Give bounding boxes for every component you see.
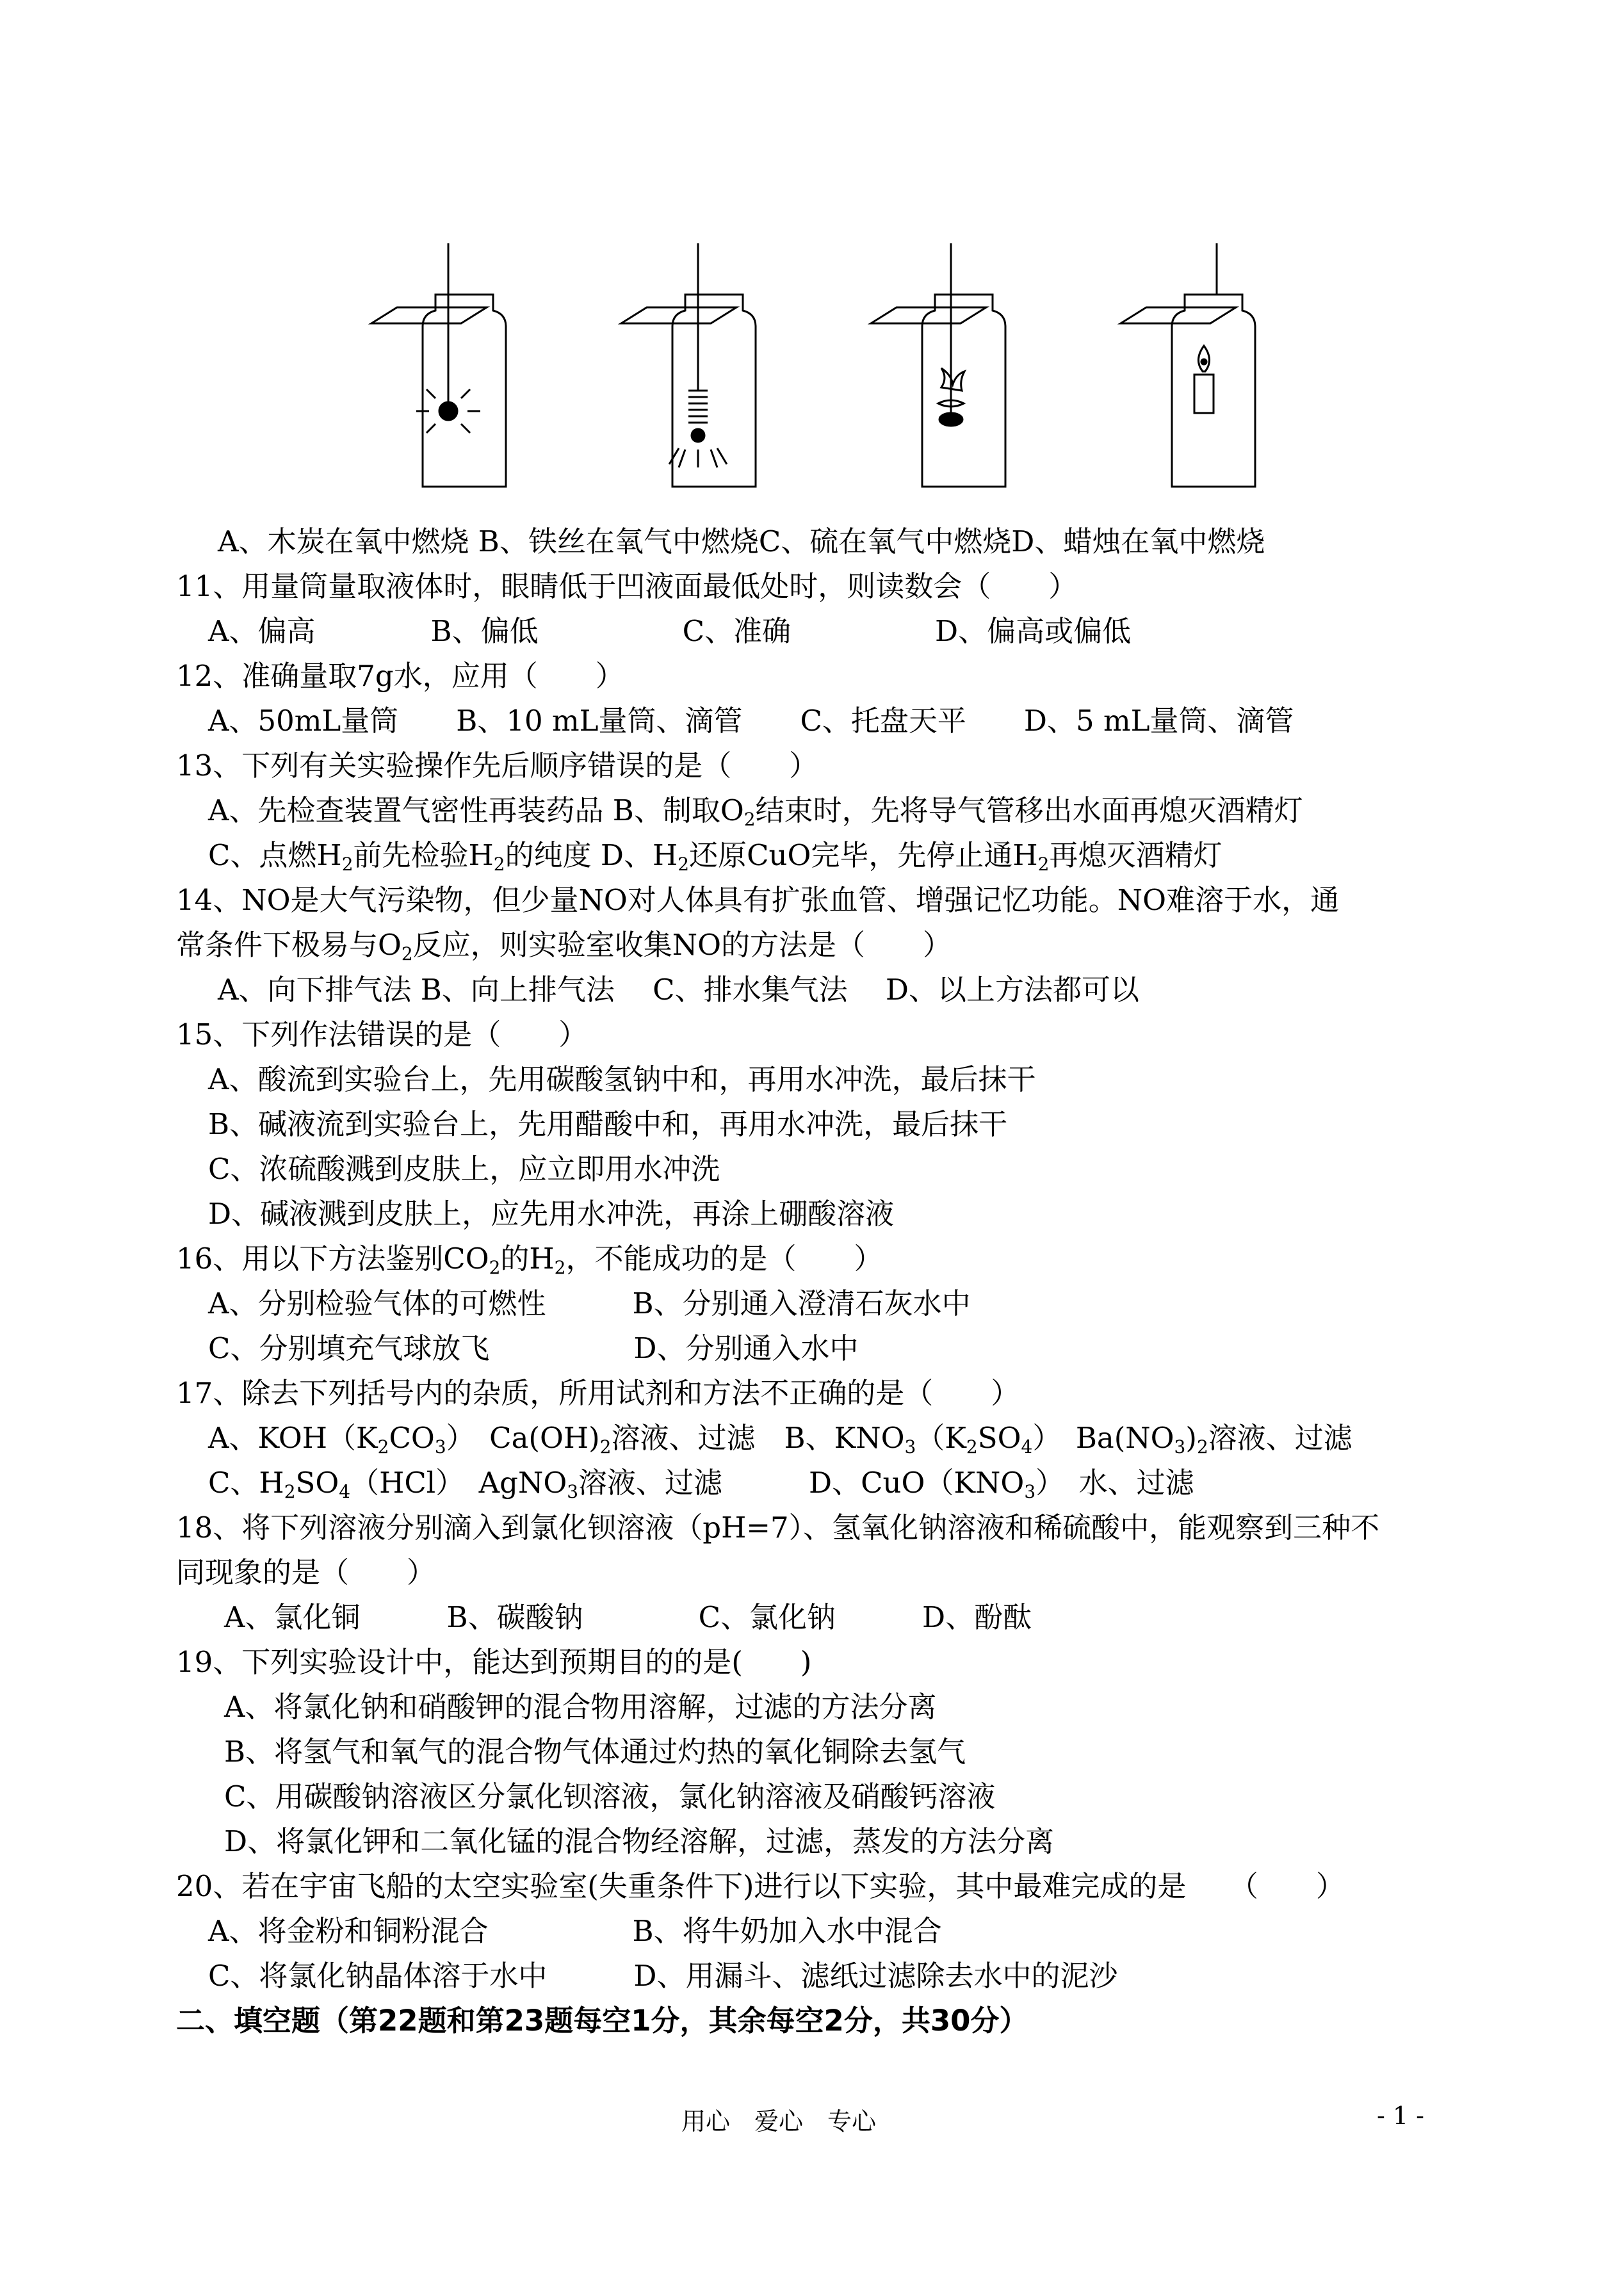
text-segment: A、KOH（K xyxy=(208,1421,378,1455)
text-segment: B、将氢气和氧气的混合物气体通过灼热的氧化铜除去氢气 xyxy=(224,1735,966,1769)
text-segment: A、向下排气法 B、向上排气法 C、排水集气法 D、以上方法都可以 xyxy=(218,973,1139,1007)
iron-wire-jar-figure xyxy=(621,243,756,487)
combustion-jars-figure xyxy=(359,243,1268,499)
text-segment: B、碱液流到实验台上，先用醋酸中和，再用水冲洗，最后抹干 xyxy=(208,1107,1008,1141)
text-segment: A、木炭在氧中燃烧 B、铁丝在氧气中燃烧C、硫在氧气中燃烧D、蜡烛在氧中燃烧 xyxy=(218,524,1265,558)
subscript: 2 xyxy=(599,1436,612,1457)
text-line-l12 xyxy=(208,1063,1036,1096)
candle-jar-figure xyxy=(1121,243,1255,487)
subscript: 4 xyxy=(339,1481,351,1502)
subscript: 2 xyxy=(1037,854,1050,875)
subscript: 2 xyxy=(493,854,505,875)
text-segment: C、分别填充气球放飞 D、分别通入水中 xyxy=(208,1331,859,1365)
text-segment: 11、用量筒量取液体时，眼睛低于凹液面最低处时，则读数会（ ） xyxy=(176,569,1078,603)
text-segment: 17、除去下列括号内的杂质，所用试剂和方法不正确的是（ ） xyxy=(176,1376,1020,1410)
text-line-l8 xyxy=(176,884,1339,917)
text-segment: ） Ba(NO xyxy=(1032,1421,1174,1455)
text-segment: 20、若在宇宙飞船的太空实验室(失重条件下)进行以下实验，其中最难完成的是 （ ） xyxy=(176,1869,1345,1903)
text-segment: 前先检验H xyxy=(353,838,494,872)
text-segment: 的H xyxy=(500,1242,555,1276)
text-line-l6 xyxy=(208,793,1303,830)
subscript: 3 xyxy=(434,1436,446,1457)
text-segment: ，不能成功的是（ ） xyxy=(565,1242,883,1276)
text-segment: 溶液、过滤 B、KNO xyxy=(611,1421,905,1455)
text-line-l10 xyxy=(218,973,1139,1007)
text-segment: 反应，则实验室收集NO的方法是（ ） xyxy=(412,928,952,962)
subscript: 2 xyxy=(966,1436,978,1457)
text-segment: 二、填空题（第22题和第23题每空1分，其余每空2分，共30分） xyxy=(176,2004,1028,2038)
text-line-l17 xyxy=(208,1287,971,1320)
text-segment: 结束时，先将导气管移出水面再熄灭酒精灯 xyxy=(755,793,1303,827)
text-line-l30 xyxy=(176,1870,1345,1903)
text-segment: ） 水、过滤 xyxy=(1035,1466,1194,1500)
text-segment: 15、下列作法错误的是（ ） xyxy=(176,1018,588,1051)
text-segment: 溶液、过滤 D、CuO（KNO xyxy=(578,1466,1025,1500)
subscript: 3 xyxy=(1024,1481,1036,1502)
text-line-l27 xyxy=(224,1735,966,1769)
subscript: 3 xyxy=(567,1481,579,1502)
text-segment: C、H xyxy=(208,1466,284,1500)
text-segment: C、点燃H xyxy=(208,838,342,872)
sulfur-jar-figure xyxy=(871,243,1005,487)
text-line-l3 xyxy=(176,660,624,693)
subscript: 2 xyxy=(284,1481,296,1502)
text-line-l5 xyxy=(176,749,818,783)
text-line-l26 xyxy=(224,1691,937,1724)
subscript: 2 xyxy=(401,943,413,964)
subscript: 3 xyxy=(904,1436,916,1457)
text-segment: A、酸流到实验台上，先用碳酸氢钠中和，再用水冲洗，最后抹干 xyxy=(208,1062,1036,1096)
text-segment: C、用碳酸钠溶液区分氯化钡溶液，氯化钠溶液及硝酸钙溶液 xyxy=(224,1780,996,1813)
subscript: 2 xyxy=(678,854,690,875)
text-segment: D、将氯化钾和二氧化锰的混合物经溶解，过滤，蒸发的方法分离 xyxy=(224,1824,1055,1858)
subscript: 2 xyxy=(489,1257,501,1278)
text-segment: 同现象的是（ ） xyxy=(176,1555,436,1589)
text-segment: 还原CuO完毕，先停止通H xyxy=(689,838,1038,872)
text-line-l20 xyxy=(208,1422,1352,1455)
text-segment: 溶液、过滤 xyxy=(1208,1421,1352,1455)
text-line-l31 xyxy=(208,1915,942,1948)
text-line-l19 xyxy=(176,1377,1019,1410)
text-line-l14 xyxy=(208,1153,720,1186)
text-line-l18 xyxy=(208,1332,859,1365)
text-segment: D、碱液溅到皮肤上，应先用水冲洗，再涂上硼酸溶液 xyxy=(208,1197,895,1231)
text-segment: A、氯化铜 B、碳酸钠 C、氯化钠 D、酚酞 xyxy=(224,1600,1032,1634)
text-line-l33 xyxy=(176,2004,1028,2038)
subscript: 3 xyxy=(1174,1436,1186,1457)
text-segment: 13、下列有关实验操作先后顺序错误的是（ ） xyxy=(176,749,818,783)
text-line-l25 xyxy=(176,1646,811,1679)
text-line-l23 xyxy=(176,1556,435,1589)
text-line-l15 xyxy=(208,1197,894,1231)
subscript: 2 xyxy=(341,854,353,875)
text-segment: （K xyxy=(916,1421,966,1455)
text-line-l21 xyxy=(208,1466,1194,1500)
text-line-l0 xyxy=(218,525,1265,558)
text-segment: 19、下列实验设计中，能达到预期目的的是( ) xyxy=(176,1645,812,1679)
subscript: 2 xyxy=(1196,1436,1208,1457)
text-segment: 再熄灭酒精灯 xyxy=(1049,838,1222,872)
text-segment: A、50mL量筒 B、10 mL量筒、滴管 C、托盘天平 D、5 mL量筒、滴管 xyxy=(208,704,1294,738)
text-segment: C、将氯化钠晶体溶于水中 D、用漏斗、滤纸过滤除去水中的泥沙 xyxy=(208,1959,1118,1993)
text-segment: SO xyxy=(295,1466,339,1500)
subscript: 4 xyxy=(1021,1436,1033,1457)
text-segment: C、浓硫酸溅到皮肤上，应立即用水冲洗 xyxy=(208,1152,720,1186)
text-segment: A、先检查装置气密性再装药品 B、制取O xyxy=(208,793,744,827)
text-segment: 常条件下极易与O xyxy=(176,928,402,962)
text-segment: （HCl） AgNO xyxy=(350,1466,567,1500)
text-segment: ) xyxy=(1185,1421,1197,1455)
subscript: 2 xyxy=(377,1436,389,1457)
text-segment: 14、NO是大气污染物，但少量NO对人体具有扩张血管、增强记忆功能。NO难溶于水，通 xyxy=(176,883,1340,917)
subscript: 2 xyxy=(743,809,756,830)
text-segment: ） Ca(OH) xyxy=(446,1421,600,1455)
text-line-l11 xyxy=(176,1018,587,1051)
text-segment: 16、用以下方法鉴别CO xyxy=(176,1242,489,1276)
text-line-l13 xyxy=(208,1108,1007,1141)
page-number: - 1 - xyxy=(1377,2102,1425,2130)
text-line-l2 xyxy=(208,615,1131,648)
text-line-l9 xyxy=(176,929,952,962)
text-line-l4 xyxy=(208,704,1294,738)
text-segment: A、偏高 B、偏低 C、准确 D、偏高或偏低 xyxy=(208,614,1132,648)
text-segment: A、分别检验气体的可燃性 B、分别通入澄清石灰水中 xyxy=(208,1286,971,1320)
text-segment: 12、准确量取7g水，应用（ ） xyxy=(176,659,624,693)
text-line-l22 xyxy=(176,1511,1379,1545)
text-line-l7 xyxy=(208,838,1222,875)
text-line-l29 xyxy=(224,1825,1054,1858)
text-segment: 18、将下列溶液分别滴入到氯化钡溶液（pH=7）、氢氧化钠溶液和稀硫酸中，能观察到三种不 xyxy=(176,1511,1380,1545)
text-line-l28 xyxy=(224,1780,995,1813)
text-segment: 的纯度 D、H xyxy=(505,838,678,872)
text-segment: A、将金粉和铜粉混合 B、将牛奶加入水中混合 xyxy=(208,1914,942,1948)
text-segment: SO xyxy=(977,1421,1021,1455)
text-line-l32 xyxy=(208,1959,1118,1993)
subscript: 2 xyxy=(554,1257,566,1278)
text-line-l16 xyxy=(176,1242,883,1276)
charcoal-jar-figure xyxy=(371,243,506,487)
text-segment: CO xyxy=(389,1421,435,1455)
text-line-l24 xyxy=(224,1601,1032,1634)
footer-motto: 用心 爱心 专心 xyxy=(681,2107,877,2136)
text-line-l1 xyxy=(176,570,1077,603)
text-segment: A、将氯化钠和硝酸钾的混合物用溶解，过滤的方法分离 xyxy=(224,1690,937,1724)
